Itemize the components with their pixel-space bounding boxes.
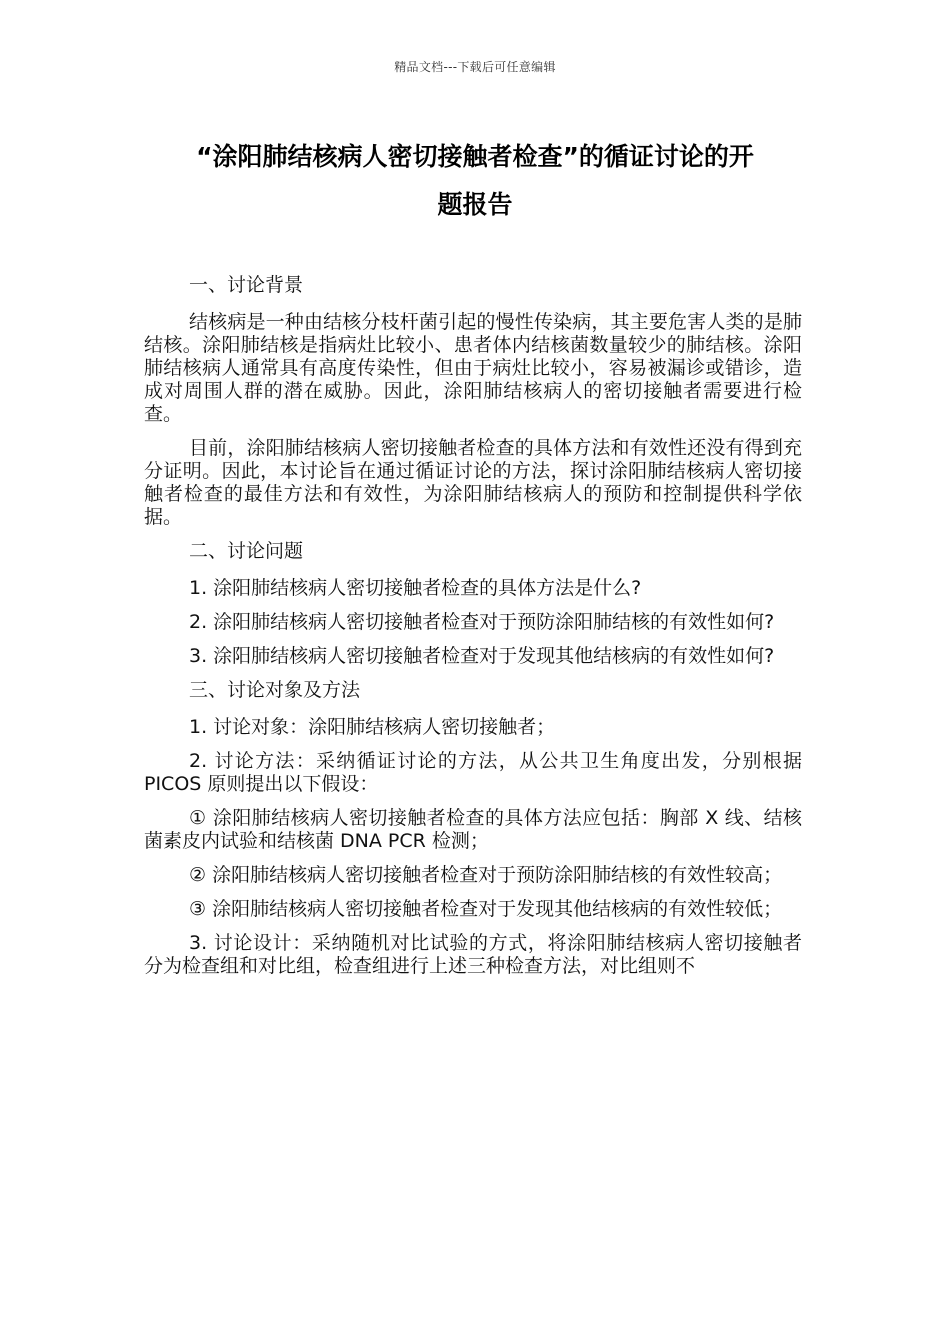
hypothesis-1: ① 涂阳肺结核病人密切接触者检查的具体方法应包括：胸部 X 线、结核菌素皮内试验和结核菌 DNA PCR 检测； <box>144 807 802 852</box>
document-body <box>144 274 802 989</box>
background-paragraph-2: 目前，涂阳肺结核病人密切接触者检查的具体方法和有效性还没有得到充分证明。因此，本讨论旨在通过循证讨论的方法，探讨涂阳肺结核病人密切接触者检查的最佳方法和有效性，为涂阳肺结核病人的预防和控制提供科学依据。 <box>144 437 802 528</box>
title-line-1: “涂阳肺结核病人密切接触者检查”的循证讨论的开 <box>196 142 754 171</box>
hypothesis-2: ② 涂阳肺结核病人密切接触者检查对于预防涂阳肺结核的有效性较高； <box>189 864 783 886</box>
methods-approach: 2. 讨论方法：采纳循证讨论的方法，从公共卫生角度出发，分别根据 PICOS 原则提出以下假设： <box>144 750 802 795</box>
title-line-2: 题报告 <box>437 190 513 219</box>
methods-design: 3. 讨论设计：采纳随机对比试验的方式，将涂阳肺结核病人密切接触者分为检查组和对比组，检查组进行上述三种检查方法，对比组则不 <box>144 932 802 977</box>
hypothesis-3: ③ 涂阳肺结核病人密切接触者检查对于发现其他结核病的有效性较低； <box>189 898 783 920</box>
question-3: 3. 涂阳肺结核病人密切接触者检查对于发现其他结核病的有效性如何? <box>189 645 775 667</box>
methods-subject: 1. 讨论对象：涂阳肺结核病人密切接触者； <box>189 716 556 738</box>
question-1: 1. 涂阳肺结核病人密切接触者检查的具体方法是什么? <box>189 577 642 599</box>
document-title <box>140 133 810 229</box>
section-heading-methods: 三、讨论对象及方法 <box>189 679 361 701</box>
section-heading-background: 一、讨论背景 <box>189 274 304 296</box>
question-2: 2. 涂阳肺结核病人密切接触者检查对于预防涂阳肺结核的有效性如何? <box>189 611 775 633</box>
section-heading-questions: 二、讨论问题 <box>189 540 304 562</box>
page-header: 精品文档---下载后可任意编辑 <box>394 60 556 74</box>
background-paragraph-1: 结核病是一种由结核分枝杆菌引起的慢性传染病，其主要危害人类的是肺结核。涂阳肺结核是指病灶比较小、患者体内结核菌数量较少的肺结核。涂阳肺结核病人通常具有高度传染性，但由于病灶比较小，容易被漏诊或错诊，造成对周围人群的潜在威胁。因此，涂阳肺结核病人的密切接触者需要进行检查。 <box>144 311 802 425</box>
